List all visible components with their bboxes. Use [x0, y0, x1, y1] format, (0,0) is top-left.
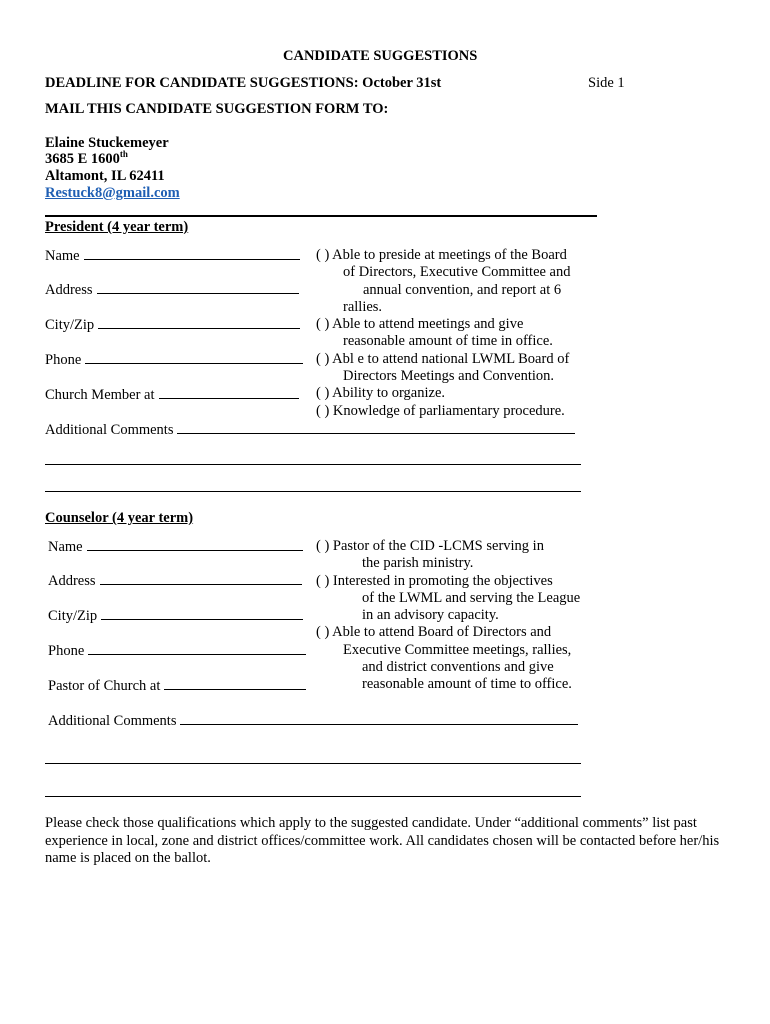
qualification-text: of Directors, Executive Committee and: [343, 264, 571, 281]
fill-line[interactable]: [98, 316, 300, 329]
mail-to-heading: MAIL THIS CANDIDATE SUGGESTION FORM TO:: [45, 101, 389, 117]
recipient-street: [45, 151, 128, 168]
counselor-phone-field[interactable]: [48, 642, 306, 660]
qualification-text: in an advisory capacity.: [362, 607, 499, 624]
president-church-field[interactable]: [45, 386, 299, 404]
field-label: Address: [48, 573, 96, 589]
street-text: 3685 E 1600: [45, 151, 120, 167]
qualification-checkbox[interactable]: ( ) Able to attend Board of Directors and: [316, 624, 552, 641]
comment-line[interactable]: [45, 464, 581, 465]
fill-line[interactable]: [177, 421, 575, 434]
qualification-text: Directors Meetings and Convention.: [343, 368, 555, 385]
president-phone-field[interactable]: [45, 351, 303, 369]
side-label: Side 1: [588, 75, 625, 91]
counselor-pastor-field[interactable]: [48, 677, 306, 695]
fill-line[interactable]: [180, 712, 578, 725]
counselor-cityzip-field[interactable]: [48, 607, 303, 625]
qualification-text: reasonable amount of time in office.: [343, 333, 553, 350]
field-label: Additional Comments: [45, 422, 174, 438]
field-label: Additional Comments: [48, 713, 177, 729]
qualification-checkbox[interactable]: ( ) Abl e to attend national LWML Board of: [316, 350, 570, 367]
fill-line[interactable]: [100, 572, 302, 585]
comment-line[interactable]: [45, 491, 581, 492]
president-comments-field[interactable]: [45, 421, 575, 439]
fill-line[interactable]: [85, 351, 303, 364]
comment-line[interactable]: [45, 796, 581, 797]
qualification-text: rallies.: [343, 298, 383, 315]
street-suffix: th: [119, 149, 128, 160]
qualification-checkbox[interactable]: ( ) Pastor of the CID -LCMS serving in: [316, 538, 544, 554]
section-divider: [45, 215, 597, 217]
field-label: Address: [45, 282, 93, 298]
fill-line[interactable]: [164, 677, 306, 690]
fill-line[interactable]: [84, 247, 300, 260]
president-qualifications: [316, 247, 571, 420]
counselor-address-field[interactable]: [48, 572, 302, 590]
qualification-text: and district conventions and give: [362, 659, 554, 676]
field-label: Church Member at: [45, 387, 155, 403]
qualification-checkbox[interactable]: ( ) Interested in promoting the objectives: [316, 572, 553, 589]
fill-line[interactable]: [87, 538, 303, 551]
fill-line[interactable]: [101, 607, 303, 620]
email-link[interactable]: Restuck8@gmail.com: [45, 185, 180, 201]
counselor-name-field[interactable]: [48, 538, 303, 556]
field-label: City/Zip: [48, 608, 98, 624]
field-label: Name: [48, 539, 83, 555]
president-address-field[interactable]: [45, 281, 299, 299]
fill-line[interactable]: [159, 386, 299, 399]
counselor-heading: Counselor (4 year term): [45, 510, 194, 526]
president-cityzip-field[interactable]: [45, 316, 300, 334]
field-label: Phone: [48, 643, 85, 659]
field-label: Pastor of Church at: [48, 678, 161, 694]
fill-line[interactable]: [88, 642, 306, 655]
fill-line[interactable]: [97, 281, 299, 294]
page-title: CANDIDATE SUGGESTIONS: [283, 48, 478, 64]
counselor-comments-field[interactable]: [48, 712, 578, 730]
qualification-text: of the LWML and serving the League: [362, 589, 581, 606]
field-label: Name: [45, 248, 80, 264]
qualification-text: reasonable amount of time to office.: [362, 676, 572, 693]
counselor-qualifications: [316, 538, 580, 694]
qualification-checkbox[interactable]: ( ) Able to preside at meetings of the Board: [316, 247, 567, 263]
president-heading: President (4 year term): [45, 219, 189, 235]
instructions-paragraph: Please check those qualifications which apply to the suggested candidate. Under “additional comments” list past experience in local, zone and district offices/committee work. All candidates chosen will be contacted before her/his name is placed on the ballot.: [45, 815, 720, 866]
field-label: City/Zip: [45, 317, 95, 333]
recipient-name: Elaine Stuckemeyer: [45, 135, 169, 151]
president-name-field[interactable]: [45, 247, 300, 265]
qualification-checkbox[interactable]: ( ) Knowledge of parliamentary procedure.: [316, 402, 565, 419]
comment-line[interactable]: [45, 763, 581, 764]
deadline: DEADLINE FOR CANDIDATE SUGGESTIONS: October 31st: [45, 75, 442, 91]
qualification-text: annual convention, and report at 6: [363, 281, 562, 298]
qualification-text: Executive Committee meetings, rallies,: [343, 641, 572, 658]
recipient-city: Altamont, IL 62411: [45, 168, 165, 184]
field-label: Phone: [45, 352, 82, 368]
qualification-checkbox[interactable]: ( ) Able to attend meetings and give: [316, 316, 524, 333]
qualification-checkbox[interactable]: ( ) Ability to organize.: [316, 385, 445, 402]
qualification-text: the parish ministry.: [362, 555, 474, 572]
